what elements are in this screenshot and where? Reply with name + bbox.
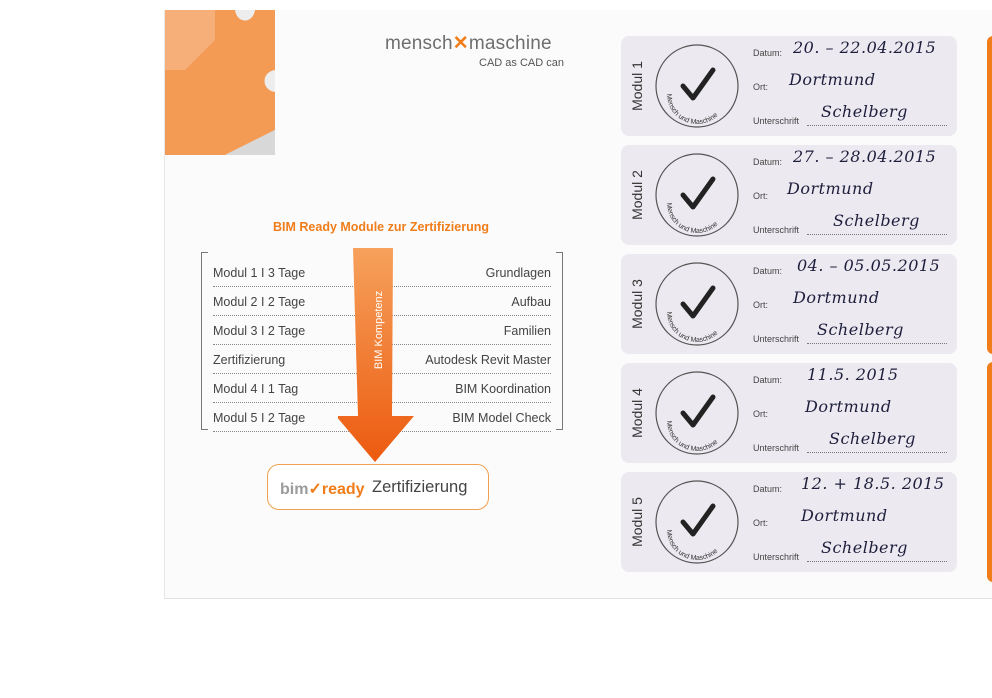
ort-label: Ort:: [753, 518, 768, 528]
datum-label: Datum:: [753, 266, 783, 276]
module-label: Modul 1: [629, 61, 645, 111]
table-cell-topic: BIM Model Check: [452, 411, 551, 425]
module-label: Modul 3: [629, 279, 645, 329]
side-tab-accent: [987, 362, 992, 582]
table-cell-module: Modul 5 I 2 Tage: [213, 411, 306, 425]
ort-label: Ort:: [753, 300, 768, 310]
table-cell-topic: BIM Koordination: [455, 382, 551, 396]
module-panel: [621, 363, 957, 463]
bimready-logo: bim✓ready: [280, 481, 365, 498]
table-cell-module: Modul 1 I 3 Tage: [213, 266, 306, 280]
side-tab-accent: [987, 36, 992, 354]
table-cell-topic: Familien: [503, 324, 551, 338]
module-panel: [621, 254, 957, 354]
module-label: Modul 2: [629, 170, 645, 220]
module-panel: [621, 472, 957, 572]
certification-badge: [267, 464, 489, 510]
ort-value: Dortmund: [789, 70, 876, 89]
stamp-check-icon: [653, 369, 741, 457]
stamp-check-icon: [653, 151, 741, 239]
table-cell-module: Modul 4 I 1 Tag: [213, 382, 299, 396]
datum-value: 11.5. 2015: [807, 365, 899, 384]
stamp-text: Mensch und Maschine: [664, 311, 720, 345]
unterschrift-label: Unterschrift: [753, 225, 800, 235]
arrow-label: BIM Kompetenz: [373, 290, 385, 370]
stamp-check-icon: [653, 260, 741, 348]
datum-value: 20. – 22.04.2015: [793, 38, 937, 57]
module-panel: [621, 145, 957, 245]
signature: Schelberg: [821, 538, 908, 557]
module-panel: [621, 36, 957, 136]
datum-label: Datum:: [753, 375, 783, 385]
table-cell-topic: Aufbau: [511, 295, 551, 309]
modules-heading: BIM Ready Module zur Zertifizierung: [273, 220, 489, 234]
brand-tagline: CAD as CAD can: [479, 57, 564, 69]
unterschrift-label: Unterschrift: [753, 334, 800, 344]
signature-line: [807, 343, 947, 344]
ort-value: Dortmund: [793, 288, 880, 307]
table-cell-module: Modul 2 I 2 Tage: [213, 295, 306, 309]
unterschrift-label: Unterschrift: [753, 116, 800, 126]
stamp-check-icon: [653, 42, 741, 130]
datum-label: Datum:: [753, 48, 783, 58]
ort-value: Dortmund: [787, 179, 874, 198]
table-cell-topic: Autodesk Revit Master: [425, 353, 551, 367]
ort-value: Dortmund: [805, 397, 892, 416]
certification-label: Zertifizierung: [372, 478, 468, 496]
stamp-text: Mensch und Maschine: [664, 529, 720, 563]
ort-label: Ort:: [753, 82, 768, 92]
stamp-check-icon: [653, 478, 741, 566]
datum-label: Datum:: [753, 157, 783, 167]
signature-line: [807, 561, 947, 562]
unterschrift-label: Unterschrift: [753, 443, 800, 453]
table-bracket-right: [556, 252, 563, 430]
datum-value: 27. – 28.04.2015: [793, 147, 937, 166]
ort-value: Dortmund: [801, 506, 888, 525]
table-cell-module: Zertifizierung: [213, 353, 286, 367]
puzzle-piece-graphic: [165, 10, 275, 155]
datum-value: 04. – 05.05.2015: [797, 256, 941, 275]
certificate-card: [164, 10, 992, 599]
ort-label: Ort:: [753, 409, 768, 419]
signature: Schelberg: [829, 429, 916, 448]
datum-value: 12. + 18.5. 2015: [801, 474, 945, 493]
stamp-text: Mensch und Maschine: [664, 202, 720, 236]
unterschrift-label: Unterschrift: [753, 552, 800, 562]
module-label: Modul 4: [629, 388, 645, 438]
brand-logo: mensch✕maschine: [385, 33, 552, 54]
table-bracket-left: [201, 252, 208, 430]
signature-line: [807, 234, 947, 235]
checkmark-icon: ✓: [308, 481, 322, 498]
signature: Schelberg: [817, 320, 904, 339]
signature-line: [807, 452, 947, 453]
table-cell-module: Modul 3 I 2 Tage: [213, 324, 306, 338]
module-label: Modul 5: [629, 497, 645, 547]
table-cell-topic: Grundlagen: [485, 266, 551, 280]
datum-label: Datum:: [753, 484, 783, 494]
stamp-text: Mensch und Maschine: [664, 93, 720, 127]
ort-label: Ort:: [753, 191, 768, 201]
signature: Schelberg: [821, 102, 908, 121]
signature-line: [807, 125, 947, 126]
signature: Schelberg: [833, 211, 920, 230]
stamp-text: Mensch und Maschine: [664, 420, 720, 454]
